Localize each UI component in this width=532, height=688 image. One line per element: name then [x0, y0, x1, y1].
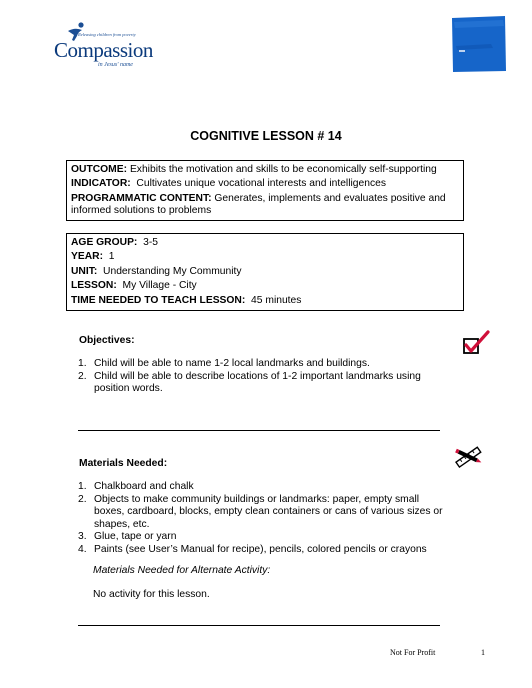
logo-tagline: Releasing children from poverty: [78, 32, 136, 37]
page-title: COGNITIVE LESSON # 14: [190, 129, 342, 143]
lesson-label: LESSON:: [71, 280, 117, 292]
logo-wordmark: Compassion: [54, 38, 153, 62]
list-item: [78, 494, 448, 532]
lesson-value: My Village - City: [122, 280, 197, 292]
checkbox-check-icon: [462, 330, 490, 356]
age-group-label: AGE GROUP:: [71, 237, 138, 248]
age-group-value: 3-5: [143, 237, 158, 248]
list-item-number: 1.: [78, 481, 87, 492]
unit-label: UNIT:: [71, 265, 98, 277]
programmatic-text: Generates, implements and evaluates positive and informed solutions to problems: [71, 192, 446, 217]
list-item: [78, 481, 448, 494]
list-item: [78, 358, 448, 371]
list-item-number: 2.: [78, 493, 87, 505]
list-item-text: Objects to make community buildings or landmarks: paper, empty small boxes, cardboard, blocks, empty clean containers or cans of various sizes or shapes, etc.: [94, 493, 443, 530]
alternate-materials-heading: Materials Needed for Alternate Activity:: [93, 565, 271, 576]
list-item: [78, 531, 448, 544]
list-item: [78, 371, 448, 396]
unit-value: Understanding My Community: [103, 265, 242, 277]
list-item: [78, 544, 448, 557]
year-value: 1: [108, 251, 115, 263]
section-divider: [78, 625, 440, 626]
compassion-logo: [54, 22, 164, 72]
list-item-text: Glue, tape or yarn: [94, 531, 177, 543]
pencil-ruler-icon: [452, 442, 488, 470]
programmatic-label: PROGRAMMATIC CONTENT:: [71, 192, 212, 204]
outcome-box: [66, 160, 464, 221]
list-item-text: Chalkboard and chalk: [94, 481, 194, 492]
page-number: 1: [481, 648, 485, 657]
list-item-number: 2.: [78, 370, 87, 382]
blue-paint-block: [451, 16, 506, 72]
list-item-text: Child will be able to name 1-2 local landmarks and buildings.: [94, 358, 370, 369]
objectives-heading: Objectives:: [79, 335, 135, 346]
indicator-line: [71, 177, 459, 191]
outcome-line: [71, 163, 459, 177]
year-label: YEAR:: [71, 251, 104, 263]
footer-note: Not For Profit: [390, 648, 436, 657]
indicator-label: INDICATOR:: [71, 178, 131, 190]
age-group-line: [71, 236, 459, 250]
section-divider: [78, 430, 440, 431]
unit-line: [71, 265, 459, 279]
time-label: TIME NEEDED TO TEACH LESSON:: [71, 294, 246, 306]
lesson-line: [71, 279, 459, 293]
outcome-text: Exhibits the motivation and skills to be economically self-supporting: [129, 164, 437, 175]
alternate-materials-text: No activity for this lesson.: [93, 589, 210, 600]
logo-subline: in Jesus' name: [98, 62, 133, 68]
list-item-text: Paints (see User’s Manual for recipe), pencils, colored pencils or crayons: [94, 543, 427, 555]
time-line: [71, 294, 459, 308]
objectives-list: [78, 358, 448, 396]
list-item-number: 3.: [78, 531, 87, 543]
list-item-text: Child will be able to describe locations of 1-2 important landmarks using position words.: [94, 370, 421, 395]
list-item-number: 4.: [78, 543, 87, 555]
materials-heading: Materials Needed:: [79, 458, 168, 469]
list-item-number: 1.: [78, 358, 87, 369]
time-value: 45 minutes: [251, 294, 302, 306]
lesson-info-box: [66, 233, 464, 311]
outcome-label: OUTCOME:: [71, 164, 128, 175]
materials-list: [78, 481, 448, 557]
programmatic-line: [71, 193, 459, 218]
indicator-text: Cultivates unique vocational interests and intelligences: [136, 178, 386, 190]
year-line: [71, 250, 459, 264]
